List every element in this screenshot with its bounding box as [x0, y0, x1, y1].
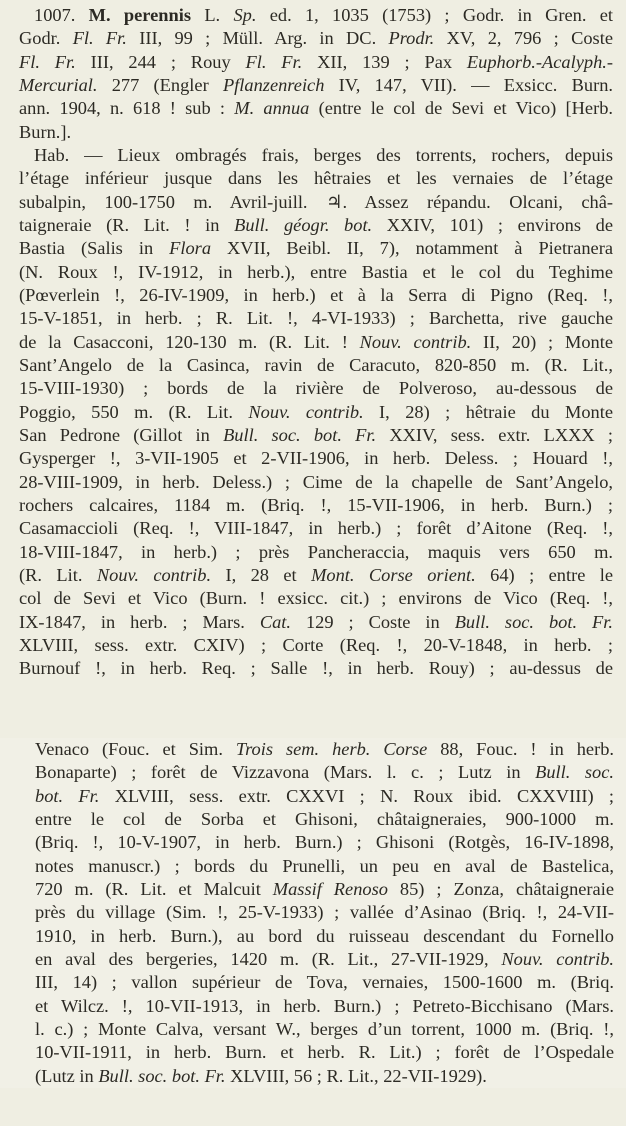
lower-block-line — [0, 738, 626, 761]
upper-block-line — [0, 167, 626, 190]
italic-citation-text: Bull. soc. bot. Fr. — [223, 424, 377, 445]
body-text: (Lutz in — [35, 1065, 99, 1086]
body-text: (Pœverlein !, 26-IV-1909, in herb.) et à la Serra di Pigno (Req. !, — [19, 284, 613, 305]
body-text: l. c.) ; Monte Calva, versant W., berges d’un torrent, 1000 m. (Briq. !, — [35, 1018, 614, 1039]
italic-citation-text: Sp. — [233, 5, 257, 25]
upper-block-line — [0, 74, 626, 97]
body-text: 277 (Engler — [97, 74, 223, 95]
italic-citation-text: Trois sem. herb. Corse — [235, 739, 428, 759]
body-text: 1007. — [34, 5, 89, 25]
upper-block-line — [0, 191, 626, 214]
body-text: L. — [191, 5, 234, 25]
italic-citation-text: Nouv. contrib. — [501, 948, 614, 969]
lower-block-line — [0, 1041, 626, 1064]
body-text: ed. 1, 1035 (1753) ; Godr. in Gren. et — [256, 5, 613, 25]
body-text: IX-1847, in herb. ; Mars. — [19, 611, 260, 632]
body-text: II, 20) ; Monte — [471, 331, 613, 352]
body-text: (R. Lit. — [19, 564, 97, 585]
italic-citation-text: bot. Fr. — [35, 785, 100, 806]
body-text: Godr. — [19, 28, 73, 49]
italic-citation-text: M. annua — [234, 98, 310, 119]
species-entry-lower-block — [0, 738, 626, 1088]
species-name: M. perennis — [88, 5, 192, 25]
body-text: 28-VIII-1909, in herb. Deless.) ; Cime de la chapelle de Sant’Angelo, — [19, 471, 613, 492]
upper-block-line — [0, 4, 626, 27]
body-text: XXIV, 101) ; environs de — [372, 214, 613, 235]
body-text: (Briq. !, 10-V-1907, in herb. Burn.) ; Ghisoni (Rotgès, 16-IV-1898, — [35, 832, 614, 853]
body-text: 15-VIII-1930) ; bords de la rivière de Polveroso, au-dessous de — [19, 378, 613, 399]
body-text: San Pedrone (Gillot in — [19, 424, 224, 445]
body-text: XLVIII, sess. extr. CXIV) ; Corte (Req. !, 20-V-1848, in herb. ; — [19, 634, 613, 655]
body-text: 85) ; Zonza, châtaigneraie — [387, 878, 614, 899]
body-text: 1910, in herb. Burn.), au bord du ruisseau descendant du Fornello — [35, 925, 614, 946]
lower-block-line — [0, 785, 626, 808]
body-text: Gysperger !, 3-VII-1905 et 2-VII-1906, in herb. Deless. ; Houard !, — [19, 448, 613, 469]
upper-block-line — [0, 214, 626, 237]
upper-block-line — [0, 494, 626, 517]
italic-citation-text: Euphorb.-Acalyph.- — [466, 51, 613, 72]
upper-block-line — [0, 564, 626, 587]
italic-citation-text: Bull. soc. — [535, 762, 614, 783]
body-text: Burnouf !, in herb. Req. ; Salle !, in herb. Rouy) ; au-dessus de — [19, 658, 613, 679]
italic-citation-text: Nouv. contrib. — [96, 564, 212, 585]
body-text: 18-VIII-1847, in herb.) ; près Pancheraccia, maquis vers 650 m. — [19, 541, 613, 562]
lower-block-line — [0, 1018, 626, 1041]
body-text: XXIV, sess. extr. LXXX ; — [376, 424, 613, 445]
body-text: XII, 139 ; Pax — [302, 51, 467, 72]
body-text: XLVIII, sess. extr. CXXVI ; N. Roux ibid. CXXVIII) ; — [99, 785, 614, 806]
body-text: III, 99 ; Müll. Arg. in DC. — [126, 28, 389, 49]
body-text: XV, 2, 796 ; Coste — [434, 28, 613, 49]
body-text: I, 28 et — [211, 564, 312, 585]
lower-block-line — [0, 925, 626, 948]
upper-block-line — [0, 51, 626, 74]
body-text: Venaco (Fouc. et Sim. — [35, 739, 236, 759]
body-text: XVII, Beibl. II, 7), notamment à Pietranera — [211, 238, 613, 259]
italic-citation-text: Bull. soc. bot. Fr. — [454, 611, 613, 632]
body-text: et Wilcz. !, 10-VII-1913, in herb. Burn.) ; Petreto-Bicchisano (Mars. — [35, 995, 614, 1016]
upper-block-line — [0, 447, 626, 470]
species-entry-upper-block — [0, 4, 626, 681]
body-text: 15-V-1851, in herb. ; R. Lit. !, 4-VI-1933) ; Barchetta, rive gauche — [19, 308, 613, 329]
body-text: IV, 147, VII). — Exsicc. Burn. — [324, 74, 613, 95]
body-text: (entre le col de Sevi et Vico) [Herb. — [309, 98, 614, 119]
body-text: notes manuscr.) ; bords du Prunelli, un peu en aval de Bastelica, — [35, 855, 614, 876]
body-text: I, 28) ; hêtraie du Monte — [363, 401, 613, 422]
body-text: 10-VII-1911, in herb. Burn. et herb. R. Lit.) ; forêt de l’Ospedale — [35, 1042, 614, 1063]
lower-block-line — [0, 761, 626, 784]
body-text: 64) ; entre le — [475, 564, 614, 585]
upper-block-line — [0, 401, 626, 424]
lower-block-line — [0, 808, 626, 831]
upper-block-line — [0, 284, 626, 307]
body-text: rochers calcaires, 1184 m. (Briq. !, 15-VII-1906, in herb. Burn.) ; — [19, 494, 613, 515]
upper-block-line — [0, 541, 626, 564]
italic-citation-text: Bull. géogr. bot. — [234, 214, 373, 235]
upper-block-line — [0, 121, 626, 144]
body-text: 129 ; Coste in — [290, 611, 455, 632]
lower-block-line — [0, 831, 626, 854]
italic-citation-text: Mont. Corse orient. — [311, 564, 476, 585]
upper-block-line — [0, 261, 626, 284]
upper-block-line — [0, 331, 626, 354]
upper-block-line — [0, 354, 626, 377]
body-text: de la Casacconi, 120-130 m. (R. Lit. ! — [19, 331, 360, 352]
body-text: col de Sevi et Vico (Burn. ! exsicc. cit.) ; environs de Vico (Req. !, — [19, 588, 613, 609]
body-text: Bonaparte) ; forêt de Vizzavona (Mars. l. c. ; Lutz in — [35, 762, 536, 783]
body-text: ann. 1904, n. 618 ! sub : — [19, 98, 235, 119]
body-text: Casamaccioli (Req. !, VIII-1847, in herb.) ; forêt d’Aitone (Req. !, — [19, 518, 613, 539]
body-text: Bastia (Salis in — [19, 238, 170, 259]
lower-block-line — [0, 1065, 626, 1088]
lower-block-line — [0, 855, 626, 878]
upper-block-line — [0, 144, 626, 167]
body-text: entre le col de Sorba et Ghisoni, châtaigneraies, 900-1000 m. — [35, 808, 614, 829]
upper-block-line — [0, 424, 626, 447]
upper-block-line — [0, 587, 626, 610]
body-text: Sant’Angelo de la Casinca, ravin de Caracuto, 820-850 m. (R. Lit., — [19, 354, 613, 375]
italic-citation-text: Cat. — [259, 611, 291, 632]
lower-block-line — [0, 995, 626, 1018]
italic-citation-text: Fl. Fr. — [245, 51, 303, 72]
body-text: III, 244 ; Rouy — [75, 51, 246, 72]
upper-block-line — [0, 634, 626, 657]
upper-block-line — [0, 471, 626, 494]
italic-citation-text: Nouv. contrib. — [248, 401, 364, 422]
body-text: (N. Roux !, IV-1912, in herb.), entre Bastia et le col du Teghime — [19, 261, 613, 282]
body-text: III, 14) ; vallon supérieur de Tova, vernaies, 1500-1600 m. (Briq. — [35, 972, 614, 993]
upper-block-line — [0, 611, 626, 634]
body-text: subalpin, 100-1750 m. Avril-juill. ♃. Assez répandu. Olcani, châ- — [19, 191, 613, 212]
upper-block-line — [0, 237, 626, 260]
lower-block-line — [0, 948, 626, 971]
upper-block-line — [0, 517, 626, 540]
italic-citation-text: Mercurial. — [19, 74, 98, 95]
italic-citation-text: Massif Renoso — [272, 878, 388, 899]
italic-citation-text: Fl. Fr. — [72, 28, 127, 49]
lower-block-line — [0, 901, 626, 924]
body-text: XLVIII, 56 ; R. Lit., 22-VII-1929). — [225, 1065, 487, 1086]
body-text: taigneraie (R. Lit. ! in — [19, 214, 235, 235]
lower-block-line — [0, 878, 626, 901]
body-text: Poggio, 550 m. (R. Lit. — [19, 401, 249, 422]
body-text: Burn.]. — [19, 121, 72, 142]
body-text: l’étage inférieur jusque dans les hêtraies et les vernaies de l’étage — [19, 168, 613, 189]
lower-block-line — [0, 971, 626, 994]
italic-citation-text: Flora — [169, 238, 212, 259]
upper-block-line — [0, 307, 626, 330]
upper-block-line — [0, 657, 626, 680]
italic-citation-text: Pflanzenreich — [222, 74, 325, 95]
body-text: 88, Fouc. ! in herb. — [427, 739, 614, 759]
italic-citation-text: Bull. soc. bot. Fr. — [98, 1065, 226, 1086]
body-text: 720 m. (R. Lit. et Malcuit — [35, 878, 273, 899]
upper-block-line — [0, 377, 626, 400]
italic-citation-text: Fl. Fr. — [19, 51, 76, 72]
upper-block-line — [0, 97, 626, 120]
body-text: en aval des bergeries, 1420 m. (R. Lit., 27-VII-1929, — [35, 948, 502, 969]
italic-citation-text: Nouv. contrib. — [359, 331, 472, 352]
body-text: près du village (Sim. !, 25-V-1933) ; vallée d’Asinao (Briq. !, 24-VII- — [35, 902, 614, 923]
italic-citation-text: Prodr. — [388, 28, 435, 49]
body-text: Hab. — Lieux ombragés frais, berges des torrents, rochers, depuis — [34, 144, 613, 165]
upper-block-line — [0, 27, 626, 50]
